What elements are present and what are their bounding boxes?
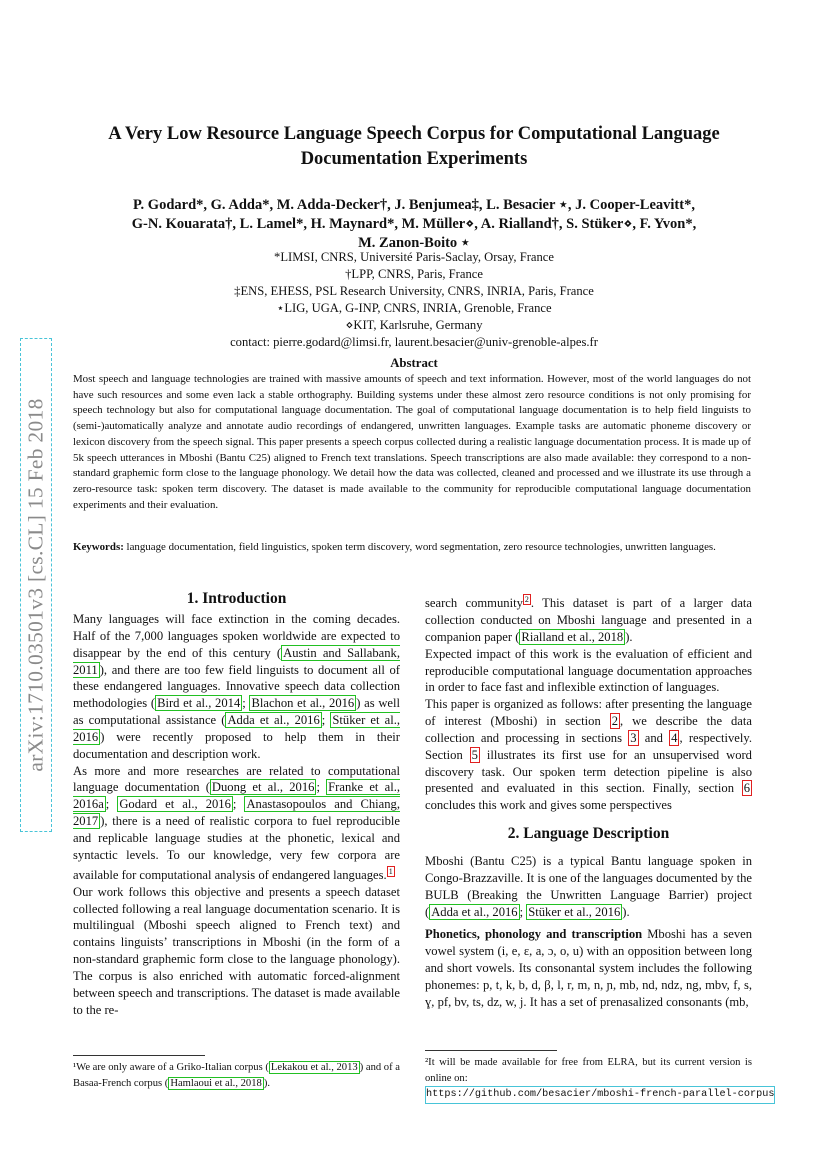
title-line-1: A Very Low Resource Language Speech Corpus for Computational Language [108, 124, 720, 144]
intro-paragraph-3: Our work follows this objective and presents a speech dataset collected following a real language documentation scenario. It is multilingual (Mboshi speech aligned to French text) and contains linguists’ transcriptions in Mboshi (in the form of a non-standard graphemic form close to the language phonology). The corpus is also enriched with automatic forced-alignment between speech and transcriptions. The dataset is made available to the re- [73, 884, 400, 1017]
arxiv-id: arXiv:1710.03501v3 [cs.CL] 15 Feb 2018 [23, 398, 48, 772]
language-paragraph-1 [425, 853, 752, 920]
left-column [73, 611, 400, 1018]
author-list [60, 196, 768, 253]
section-link-5[interactable]: 5 [471, 747, 478, 762]
text: ). [622, 904, 630, 919]
citation-hamlaoui[interactable]: Hamlaoui et al., 2018 [170, 1077, 262, 1089]
affiliations [60, 249, 768, 351]
footnote-ref-1[interactable]: 1 [388, 866, 393, 876]
text: Many languages will face extinction in the coming decades. Half of the 7,000 languages spoken worldwide are expected to disappear by the end of this century ( [73, 612, 400, 660]
text: ) were recently proposed to help them in their documentation and description work. [73, 729, 400, 761]
section-heading-introduction: 1. Introduction [186, 590, 287, 607]
citation-adda-2[interactable]: Adda et al., 2016 [431, 904, 518, 919]
abstract-heading: Abstract [390, 356, 438, 370]
text: ; [232, 797, 245, 812]
text: This paper is organized as follows: after presenting the language of interest (Mboshi) in section [425, 697, 752, 729]
right-column [425, 592, 752, 1011]
affiliation-lig: ⋆LIG, UGA, G-INP, CNRS, INRIA, Grenoble, France [276, 301, 552, 315]
citation-bird[interactable]: Bird et al., 2014 [157, 696, 241, 711]
github-link[interactable]: https://github.com/besacier/mboshi-french-parallel-corpus [425, 1086, 775, 1104]
keywords-label: Keywords: [73, 541, 124, 553]
affiliation-limsi: *LIMSI, CNRS, Université Paris-Saclay, Orsay, France [274, 250, 554, 264]
intro-paragraph-2 [73, 763, 400, 884]
contact-line: contact: pierre.godard@limsi.fr, laurent.besacier@univ-grenoble-alpes.fr [230, 335, 598, 349]
citation-adda[interactable]: Adda et al., 2016 [227, 713, 320, 728]
text: ) as well as computational assistance ( [73, 696, 401, 728]
text: ) and of a Basaa-French corpus ( [73, 1062, 400, 1089]
text: and [638, 730, 670, 745]
keywords-text: language documentation, field linguistics, spoken term discovery, word segmentation, zero resource technologies, unwritten languages. [123, 541, 716, 553]
arxiv-stamp[interactable] [20, 338, 52, 832]
paper-title [60, 122, 768, 172]
text: , respectively. Section [425, 730, 753, 762]
footnote-ref-2[interactable]: 2 [524, 595, 529, 604]
abstract-text: Most speech and language technologies are trained with massive amounts of speech and text information. However, most of the world languages do not have such resources and some even lack a stable orthography. Building systems under these almost zero resource conditions is not only promising for speech technology but also for computational language documentation. The goal of computational language documentation is to help field linguists to (semi-)automatically analyze and annotate audio recordings of endangered, unwritten languages. Example tasks are automatic phoneme discovery or lexicon discovery from the speech signal. This paper presents a speech corpus collected during a realistic language documentation process. It is made up of 5k speech utterances in Mboshi (Bantu C25) aligned to French text translations. Speech transcriptions are also made available: they correspond to a non-standard graphemic form close to the language phonology. We detail how the data was collected, cleaned and processed and we illustrate its use through a zero-resource task: spoken term discovery. The dataset is made available to the community for reproducible computational language documentation experiments and their evaluation. [73, 373, 751, 511]
section-link-3[interactable]: 3 [630, 730, 637, 745]
footnote-1 [73, 1060, 400, 1091]
affiliation-lpp: †LPP, CNRS, Paris, France [345, 267, 483, 281]
title-line-2: Documentation Experiments [300, 149, 528, 169]
text: ). [625, 629, 633, 644]
text: ; [242, 696, 250, 711]
text: ), and there are too few field linguists to document all of these endangered languages. Innovative speech data collection methodologies ( [73, 662, 400, 711]
intro-paragraph-5: Expected impact of this work is the evaluation of efficient and reproducible computational language documentation approaches in order to face fast and inflexible extinction of languages. [425, 646, 752, 695]
text: illustrates its first use for an unsupervised word discovery task. Our spoken term detection pipeline is also presented and evaluated in this section. Finally, section [425, 747, 752, 796]
language-paragraph-2 [425, 926, 752, 1010]
citation-anastasopoulos[interactable]: Anastasopoulos and Chiang, 2017 [73, 797, 400, 829]
citation-rialland[interactable]: Rialland et al., 2018 [521, 629, 624, 644]
affiliation-kit: ⋄KIT, Karlsruhe, Germany [345, 318, 483, 332]
citation-stuker[interactable]: Stüker et al., 2016 [73, 713, 400, 744]
text: ; [316, 780, 327, 795]
text: Mboshi has a seven vowel system (i, e, ɛ, a, ɔ, o, u) with an opposition between long and short vowels. Its consonantal system includes the following phonemes: p, t, k, b, d, β, l, r, m, n, ɲ, mb, nd, ndz, ng, mbv, f, s, ɣ, pf, bv, ts, dz, w, j. It has a set of prenasalized consonants (mb, [425, 927, 753, 1009]
footnote-rule-left [73, 1055, 205, 1056]
citation-stuker-2[interactable]: Stüker et al., 2016 [528, 904, 621, 919]
keywords [73, 540, 751, 556]
intro-paragraph-4 [425, 592, 752, 646]
text: , we describe the data collection and processing in sections [425, 714, 752, 745]
intro-paragraph-6 [425, 696, 752, 814]
section-link-4[interactable]: 4 [671, 730, 678, 745]
paragraph-heading-phonetics: Phonetics, phonology and transcription [425, 927, 643, 942]
text: concludes this work and gives some perspectives [425, 798, 672, 813]
text: ²It will be made available for free from ELRA, but its current version is online on: [425, 1057, 752, 1084]
text: ), there is a need of realistic corpora to fuel reproducible and replicable language studies at the phonetic, lexical and syntactic levels. To our knowledge, very few corpora are available for computational analysis of endangered languages. [73, 814, 400, 882]
text: ; [519, 904, 527, 919]
citation-blachon[interactable]: Blachon et al., 2016 [251, 696, 355, 711]
authors-line-3: M. Zanon-Boito ⋆ [358, 235, 470, 251]
citation-duong[interactable]: Duong et al., 2016 [211, 780, 315, 795]
section-link-6[interactable]: 6 [743, 781, 750, 796]
section-link-2[interactable]: 2 [611, 714, 618, 729]
affiliation-ens: ‡ENS, EHESS, PSL Research University, CNRS, INRIA, Paris, France [234, 284, 594, 298]
citation-franke[interactable]: Franke et al., 2016a [73, 780, 400, 812]
text: ). [263, 1077, 270, 1089]
text: search community [425, 596, 523, 611]
text: As more and more researches are related to computational language documentation ( [73, 763, 400, 795]
authors-line-1: P. Godard*, G. Adda*, M. Adda-Decker†, J. Benjumea‡, L. Besacier ⋆, J. Cooper-Leavitt*, [133, 197, 695, 213]
text: . This dataset is part of a larger data collection conducted on Mboshi language and presented in a companion paper ( [425, 596, 752, 644]
intro-paragraph-1 [73, 611, 400, 763]
text: ¹We are only aware of a Griko-Italian corpus ( [73, 1062, 269, 1073]
text: ; [105, 797, 118, 812]
text: Mboshi (Bantu C25) is a typical Bantu language spoken in Congo-Brazzaville. It is one of the languages documented by the BULB (Breaking the Unwritten Language Barrier) project ( [425, 854, 752, 919]
section-heading-language-description: 2. Language Description [507, 825, 670, 843]
footnote-2 [425, 1055, 775, 1104]
citation-austin[interactable]: Austin and Sallabank, 2011 [73, 645, 400, 677]
footnote-rule-right [425, 1050, 557, 1051]
text: ; [321, 713, 331, 728]
citation-lekakou[interactable]: Lekakou et al., 2013 [270, 1062, 358, 1073]
authors-line-2: G-N. Kouarata†, L. Lamel*, H. Maynard*, M. Müller⋄, A. Rialland†, S. Stüker⋄, F. Yvon*, [131, 216, 697, 232]
citation-godard[interactable]: Godard et al., 2016 [119, 797, 231, 812]
